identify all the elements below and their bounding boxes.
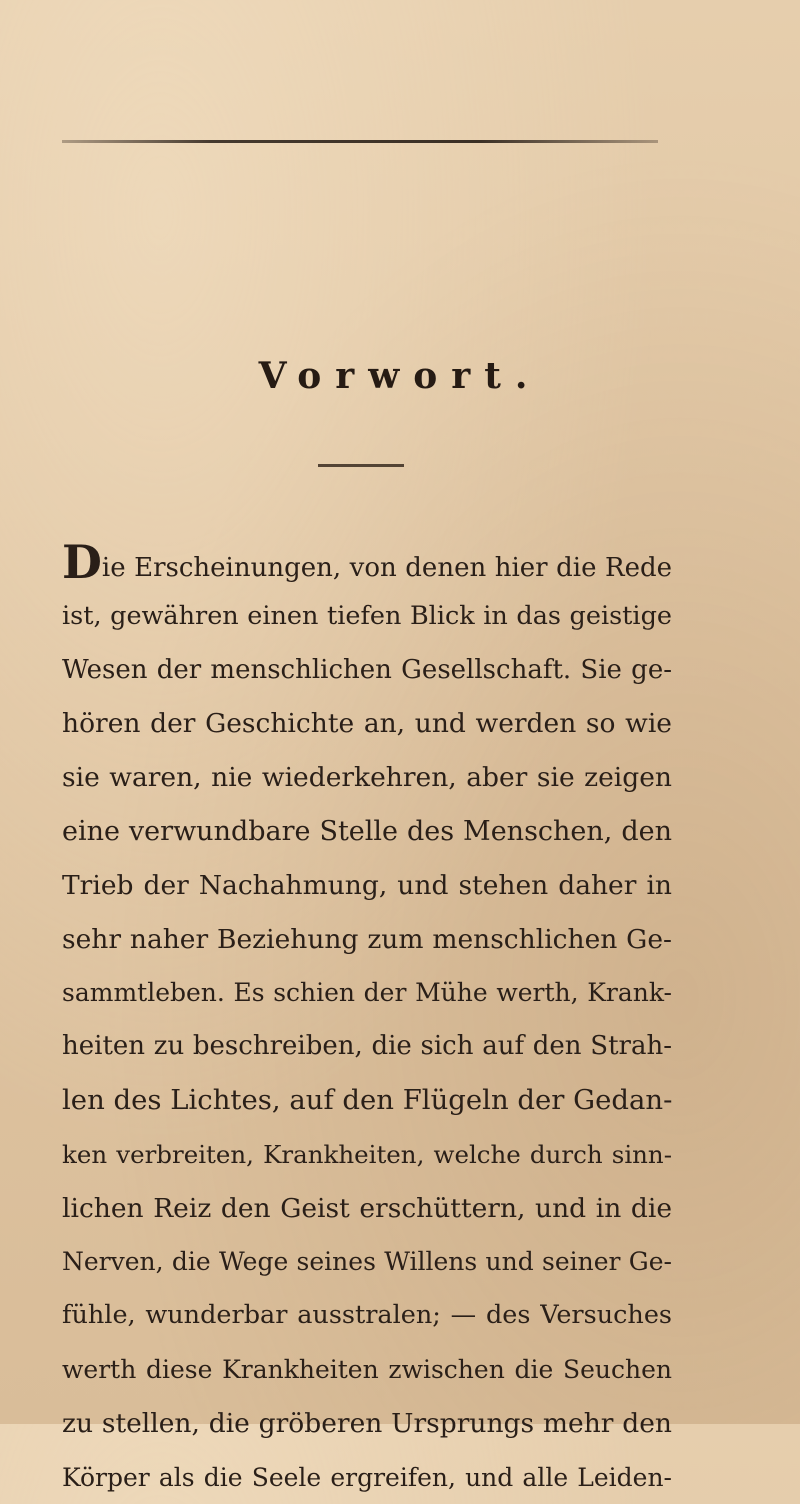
text-line: sehr naher Beziehung zum menschlichen Ge- [62, 923, 672, 955]
text-line: sammtleben. Es schien der Mühe werth, Krank- [62, 978, 672, 1008]
text-line: lichen Reiz den Geist erschüttern, und in die [62, 1192, 672, 1224]
text-line: ken verbreiten, Krankheiten, welche durch sinn- [62, 1139, 672, 1169]
text-line: werth diese Krankheiten zwischen die Seuchen [62, 1354, 672, 1384]
header-rule [62, 140, 658, 143]
title-divider [318, 464, 404, 467]
text-line: heiten zu beschreiben, die sich auf den Strah- [62, 1031, 672, 1062]
text-line: Wesen der menschlichen Gesellschaft. Sie ge- [62, 654, 672, 685]
text-line [62, 536, 672, 590]
text-line: Trieb der Nachahmung, und stehen daher in [62, 869, 672, 901]
text-line: Körper als die Seele ergreifen, und alle Leiden- [62, 1462, 672, 1492]
text-line: sie waren, nie wiederkehren, aber sie zeigen [62, 762, 672, 794]
body-paragraph [62, 536, 672, 1504]
text-line: len des Lichtes, auf den Flügeln der Gedan- [62, 1083, 673, 1116]
drop-cap: D [62, 535, 102, 589]
text-line: zu stellen, die gröberen Ursprungs mehr den [62, 1407, 672, 1439]
text-line: hören der Geschichte an, und werden so wie [62, 708, 672, 740]
first-line-text: ie Erscheinungen, von denen hier die Rede [101, 553, 672, 583]
text-line: fühle, wunderbar ausstralen; — des Versuches [62, 1300, 672, 1331]
text-line: Nerven, die Wege seines Willens und seiner Ge- [62, 1247, 672, 1277]
page-title: Vorwort. [258, 355, 542, 397]
text-line: eine verwundbare Stelle des Menschen, den [62, 815, 672, 847]
text-line: ist, gewähren einen tiefen Blick in das geistige [62, 600, 672, 631]
